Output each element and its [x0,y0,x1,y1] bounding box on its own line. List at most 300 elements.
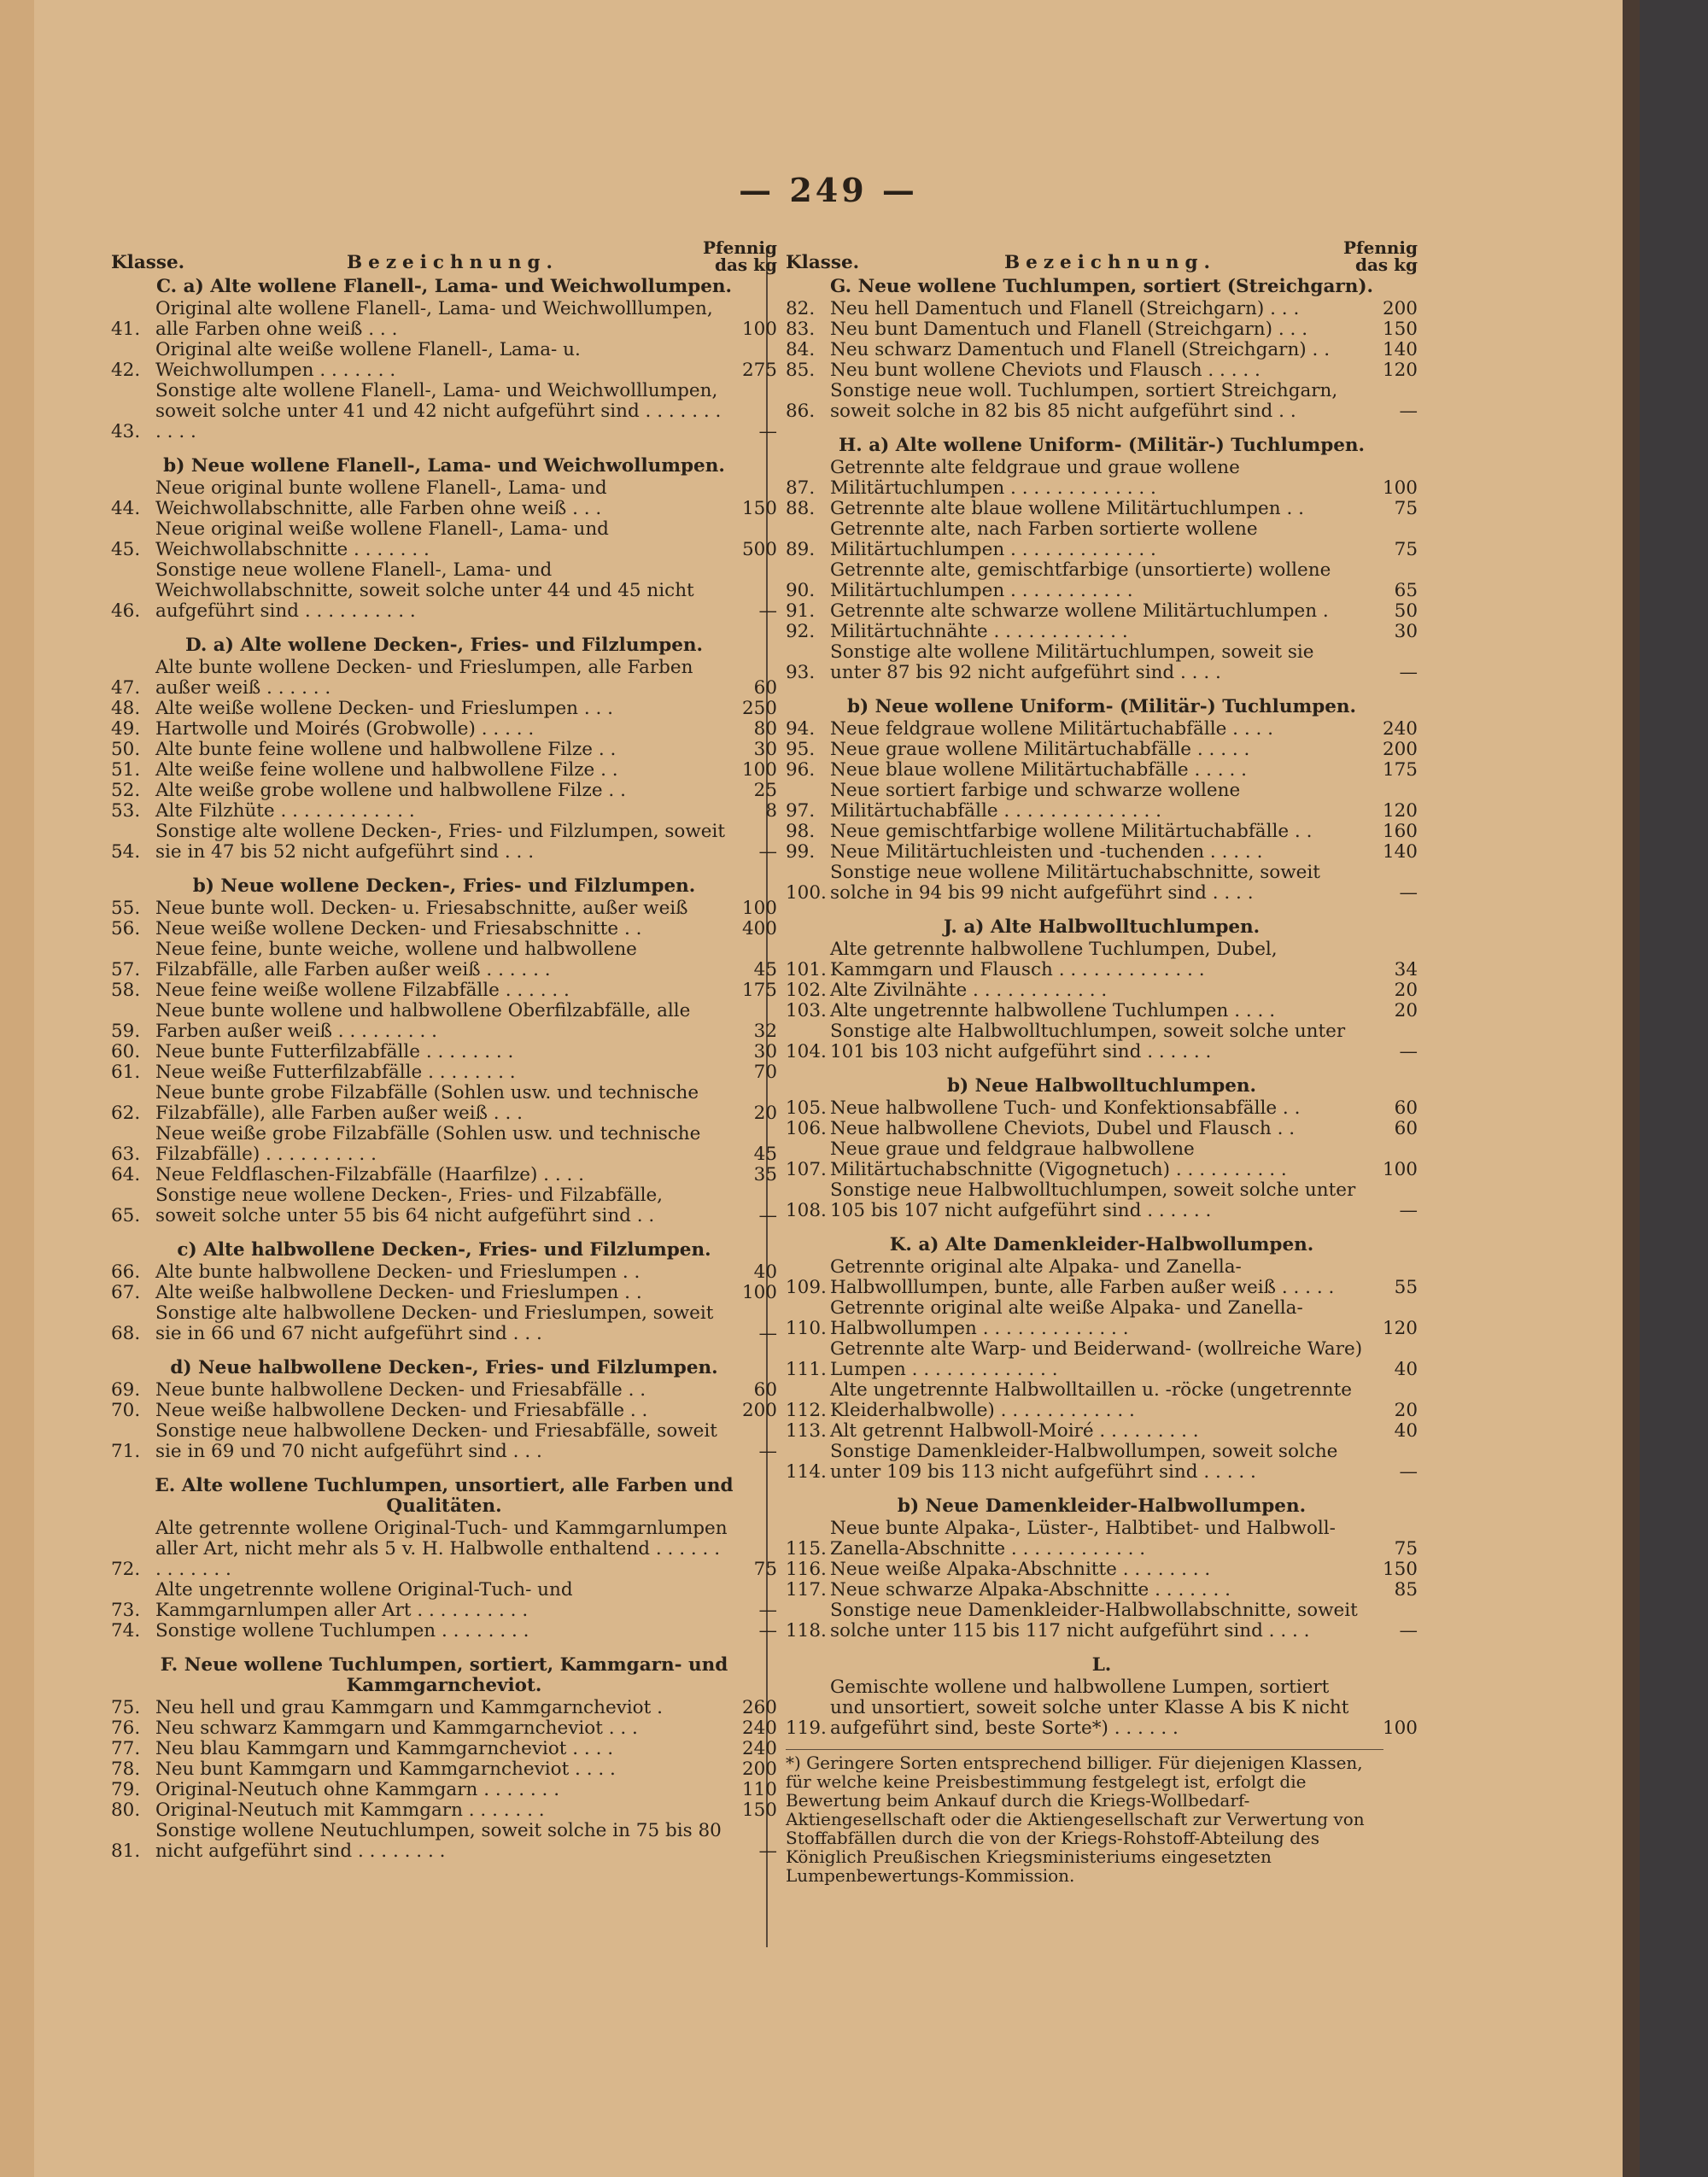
row-class-number: 69. [111,1379,141,1401]
row-description: Neue original weiße wollene Flanell-, Lama- und Weichwollabschnitte . . . . . . . [155,518,609,560]
table-row [786,499,1418,519]
table-row [786,319,1418,340]
row-class-number: 86. [786,401,816,422]
table-row [111,1621,777,1642]
row-price: 20 [753,1103,777,1124]
row-description: Sonstige alte wollene Flanell-, Lama- und Weichwolllumpen, soweit solche unter 41 und 42 nicht aufgeführt sind . . . . . . . . . . . [155,380,722,442]
row-price: 100 [1382,1159,1418,1180]
section-heading: D. a) Alte wollene Decken-, Fries- und Filzlumpen. [184,635,704,656]
table-row [111,1062,777,1083]
section-heading: E. Alte wollene Tuchlumpen, unsortiert, alle Farben und Qualitäten. [155,1475,734,1517]
row-class-number: 63. [111,1144,141,1165]
row-description: Alte getrennte wollene Original-Tuch- und Kammgarnlumpen aller Art, nicht mehr als 5 v. H. Halbwolle enthaltend . . . . . . . . . . . . . [155,1518,728,1580]
table-row [786,1442,1418,1483]
row-description: Sonstige neue woll. Tuchlumpen, sortiert Streichgarn, soweit solche in 82 bis 85 nicht aufgeführt sind . . [830,380,1338,422]
row-description: Alte weiße wollene Decken- und Frieslumpen . . . [155,698,614,719]
table-row [111,1083,777,1124]
row-price: 50 [1394,600,1418,622]
table-row [786,1001,1418,1021]
row-price: 175 [1382,759,1418,781]
row-class-number: 80. [111,1800,141,1821]
row-class-number: 58. [111,980,141,1001]
row-price: — [758,600,777,622]
row-class-number: 77. [111,1738,141,1759]
row-description: Neu schwarz Damentuch und Flanell (Streichgarn) . . [830,339,1331,360]
table-row [786,1580,1418,1601]
header-pfennig: Pfennig das kg [1342,237,1418,275]
header-bezeichnung: Bezeichnung. [1003,252,1217,273]
row-price: 75 [1394,539,1418,560]
table-row [111,822,777,863]
row-class-number: 115. [786,1538,827,1560]
row-description: Neu schwarz Kammgarn und Kammgarncheviot . . . [155,1718,638,1739]
row-description: Original-Neutuch mit Kammgarn . . . . . . . [155,1800,545,1821]
row-class-number: 100. [786,882,827,904]
row-class-number: 93. [786,662,816,683]
table-row [111,740,777,760]
row-price: 100 [1382,477,1418,499]
row-price: 20 [1394,1000,1418,1021]
row-price: 240 [1382,718,1418,740]
table-row [111,781,777,801]
table-row [111,478,777,519]
row-class-number: 95. [786,739,816,760]
row-price: 140 [1382,339,1418,360]
row-price: — [758,1205,777,1226]
section-heading: b) Neue wollene Decken-, Fries- und Filzlumpen. [192,875,696,897]
section-heading: c) Alte halbwollene Decken-, Fries- und Filzlumpen. [177,1239,711,1261]
row-class-number: 114. [786,1461,827,1483]
row-class-number: 51. [111,759,141,781]
row-class-number: 72. [111,1559,141,1580]
row-class-number: 67. [111,1282,141,1303]
row-description: Alte Zivilnähte . . . . . . . . . . . . [830,980,1108,1001]
row-price: 120 [1382,800,1418,822]
row-class-number: 118. [786,1620,827,1642]
row-description: Neue Militärtuchleisten und -tuchenden . . . . . [830,841,1263,863]
row-class-number: 45. [111,539,141,560]
section-heading: J. a) Alte Halbwolltuchlumpen. [943,916,1261,938]
row-price: — [1399,401,1418,422]
row-price: 65 [1394,580,1418,601]
row-description: Neue feine weiße wollene Filzabfälle . . . . . . [155,980,570,1001]
row-price: — [758,841,777,863]
row-description: Alte ungetrennte Halbwolltaillen u. -röcke (ungetrennte Kleiderhalbwolle) . . . . . . . . . . . . [830,1379,1353,1421]
row-class-number: 98. [786,821,816,842]
row-price: 500 [741,539,777,560]
row-price: 150 [1382,319,1418,340]
row-price: 250 [741,698,777,719]
table-row [786,642,1418,683]
page-number: — 249 — [739,171,918,209]
section-heading: K. a) Alte Damenkleider-Halbwollumpen. [889,1234,1314,1255]
row-price: 60 [1394,1097,1418,1119]
table-row [786,781,1418,822]
table-row [786,1519,1418,1560]
row-description: Sonstige neue wollene Militärtuchabschnitte, soweit solche in 94 bis 99 nicht aufgeführt sind . . . . [830,862,1320,904]
row-description: Alte ungetrennte halbwollene Tuchlumpen . . . . [830,1000,1276,1021]
table-row [786,560,1418,601]
row-class-number: 60. [111,1041,141,1062]
row-description: Neu bunt wollene Cheviots und Flausch . . . . . [830,360,1261,381]
section-heading: C. a) Alte wollene Flanell-, Lama- und Weichwollumpen. [155,276,733,297]
row-class-number: 111. [786,1359,827,1380]
table-row [111,1800,777,1821]
row-description: Sonstige alte wollene Decken-, Fries- und Filzlumpen, soweit sie in 47 bis 52 nicht aufgeführt sind . . . [155,821,725,863]
row-description: Neue feldgraue wollene Militärtuchabfälle . . . . [830,718,1274,740]
table-row [111,1262,777,1283]
row-class-number: 96. [786,759,816,781]
row-description: Neue feine, bunte weiche, wollene und halbwollene Filzabfälle, alle Farben außer weiß . . . . . . [155,939,637,980]
row-class-number: 65. [111,1205,141,1226]
row-price: — [758,1441,777,1462]
row-class-number: 76. [111,1718,141,1739]
table-row [111,1580,777,1621]
row-description: Alte bunte feine wollene und halbwollene Filze . . [155,739,617,760]
row-class-number: 43. [111,421,141,442]
footnote: *) Geringere Sorten entsprechend billiger. Für diejenigen Klassen, für welche keine Preisbestimmung festgelegt ist, erfolgt die Bewertung beim Ankauf durch die Kriegs-Wollbedarf-Aktiengesellschaft oder die Aktiengesellschaft zur Verwertung von Stoffabfällen durch die von der Kriegs-Rohstoff-Abteilung des Königlich Preußischen Kriegsministeriums eingesetzten Lumpenbewertungs-Kommission. [786,1749,1383,1885]
row-class-number: 83. [786,319,816,340]
row-class-number: 108. [786,1200,827,1221]
table-row [111,658,777,699]
table-row [786,842,1418,863]
table-row [111,919,777,939]
row-class-number: 54. [111,841,141,863]
row-class-number: 105. [786,1097,827,1119]
row-description: Getrennte alte feldgraue und graue wollene Militärtuchlumpen . . . . . . . . . . . . . [830,457,1240,499]
row-price: 75 [1394,1538,1418,1560]
section-heading: b) Neue Damenkleider-Halbwollumpen. [897,1495,1307,1517]
row-class-number: 46. [111,600,141,622]
table-row [786,1601,1418,1642]
table-row [111,1821,777,1862]
table-row [786,740,1418,760]
table-row [786,1180,1418,1221]
row-price: 120 [1382,360,1418,381]
row-class-number: 88. [786,498,816,519]
row-description: Neue halbwollene Cheviots, Dubel und Flausch . . [830,1118,1296,1139]
row-price: 35 [753,1164,777,1185]
table-row [111,801,777,822]
row-price: 400 [741,918,777,939]
row-price: 60 [753,677,777,699]
row-description: Gemischte wollene und halbwollene Lumpen, sortiert und unsortiert, soweit solche unter Klasse A bis K nicht aufgeführt sind, beste Sorte*) . . . . . . [830,1677,1349,1739]
row-price: 40 [1394,1359,1418,1380]
section-heading: b) Neue wollene Uniform- (Militär-) Tuchlumpen. [846,696,1357,717]
column-header [111,239,777,273]
row-class-number: 89. [786,539,816,560]
row-price: 40 [1394,1420,1418,1442]
row-class-number: 57. [111,959,141,980]
row-description: Alt getrennt Halbwoll-Moiré . . . . . . . . . [830,1420,1199,1442]
row-description: Sonstige neue wollene Flanell-, Lama- und Weichwollabschnitte, soweit solche unter 44 und 45 nicht aufgeführt sind . . . . . . . . . . [155,559,694,622]
row-class-number: 103. [786,1000,827,1021]
table-row [786,719,1418,740]
row-description: Neue bunte halbwollene Decken- und Friesabfälle . . [155,1379,646,1401]
table-row [111,340,777,381]
row-description: Neue weiße wollene Decken- und Friesabschnitte . . [155,918,642,939]
row-description: Sonstige neue Halbwolltuchlumpen, soweit solche unter 105 bis 107 nicht aufgeführt sind . . . . . . [830,1179,1356,1221]
table-row [111,898,777,919]
header-pfennig: Pfennig das kg [702,237,777,275]
row-price: 70 [753,1062,777,1083]
row-description: Neue graue und feldgraue halbwollene Militärtuchabschnitte (Vigognetuch) . . . . . . . . . . [830,1138,1287,1180]
row-class-number: 68. [111,1323,141,1344]
row-description: Sonstige alte wollene Militärtuchlumpen, soweit sie unter 87 bis 92 nicht aufgeführt sind . . . . [830,641,1314,683]
row-description: Sonstige neue wollene Decken-, Fries- und Filzabfälle, soweit solche unter 55 bis 64 nicht aufgeführt sind . . [155,1185,664,1226]
table-row [111,1421,777,1462]
row-description: Alte getrennte halbwollene Tuchlumpen, Dubel, Kammgarn und Flausch . . . . . . . . . . . . . [830,939,1278,980]
table-row [786,863,1418,904]
table-row [111,939,777,980]
row-price: 200 [741,1759,777,1780]
row-description: Neue schwarze Alpaka-Abschnitte . . . . . . . [830,1579,1231,1601]
section-heading: H. a) Alte wollene Uniform- (Militär-) Tuchlumpen. [838,435,1366,456]
table-row [786,519,1418,560]
table-row [111,1185,777,1226]
left-sections [111,277,777,1862]
table-row [786,1098,1418,1119]
table-row [111,1780,777,1800]
row-class-number: 85. [786,360,816,381]
row-description: Neue weiße halbwollene Decken- und Friesabfälle . . [155,1400,648,1421]
table-row [786,1560,1418,1580]
row-price: — [758,1323,777,1344]
row-price: 100 [741,319,777,340]
row-description: Neue bunte Alpaka-, Lüster-, Halbtibet- und Halbwoll-Zanella-Abschnitte . . . . . . . . . . . . [830,1518,1336,1560]
table-row [786,1139,1418,1180]
row-class-number: 55. [111,898,141,919]
row-price: — [1399,1461,1418,1483]
row-class-number: 74. [111,1620,141,1642]
section-heading: d) Neue halbwollene Decken-, Fries- und Filzlumpen. [170,1357,718,1378]
row-price: 240 [741,1718,777,1739]
row-price: 30 [1394,621,1418,642]
row-description: Sonstige wollene Tuchlumpen . . . . . . . . [155,1620,529,1642]
row-class-number: 106. [786,1118,827,1139]
row-description: Original alte wollene Flanell-, Lama- und Weichwolllumpen, alle Farben ohne weiß . . . [155,298,713,340]
table-row [111,299,777,340]
row-class-number: 41. [111,319,141,340]
row-description: Neu bunt Damentuch und Flanell (Streichgarn) . . . [830,319,1308,340]
row-class-number: 107. [786,1159,827,1180]
table-row [786,1380,1418,1421]
row-class-number: 81. [111,1841,141,1862]
table-row [111,1303,777,1344]
row-class-number: 44. [111,498,141,519]
row-description: Getrennte original alte Alpaka- und Zanella-Halbwolllumpen, bunte, alle Farben außer weiß . . . . . [830,1256,1335,1298]
row-description: Sonstige Damenkleider-Halbwollumpen, soweit solche unter 109 bis 113 nicht aufgeführt sind . . . . . [830,1441,1338,1483]
table-row [111,519,777,560]
row-class-number: 101. [786,959,827,980]
row-price: 240 [741,1738,777,1759]
row-price: 30 [753,739,777,760]
row-class-number: 73. [111,1600,141,1621]
row-price: 32 [753,1021,777,1042]
row-description: Sonstige wollene Neutuchlumpen, soweit solche in 75 bis 80 nicht aufgeführt sind . . . . . . . . [155,1820,722,1862]
row-price: 34 [1394,959,1418,980]
row-class-number: 59. [111,1021,141,1042]
row-description: Original-Neutuch ohne Kammgarn . . . . . . . [155,1779,560,1800]
section-heading: b) Neue Halbwolltuchlumpen. [946,1075,1257,1097]
row-price: — [758,421,777,442]
table-row [111,1042,777,1062]
table-row [111,1283,777,1303]
row-class-number: 62. [111,1103,141,1124]
row-price: — [758,1841,777,1862]
row-price: 110 [741,1779,777,1800]
table-row [786,1421,1418,1442]
row-price: 20 [1394,1400,1418,1421]
table-row [111,719,777,740]
row-class-number: 84. [786,339,816,360]
row-price: 60 [753,1379,777,1401]
row-price: — [1399,1620,1418,1642]
table-row [786,1677,1418,1739]
row-class-number: 90. [786,580,816,601]
section-heading: b) Neue wollene Flanell-, Lama- und Weichwollumpen. [163,455,725,477]
table-row [111,381,777,442]
row-price: 25 [753,780,777,801]
table-row [111,1519,777,1580]
row-description: Neue gemischtfarbige wollene Militärtuchabfälle . . [830,821,1313,842]
table-row [111,1759,777,1780]
row-class-number: 47. [111,677,141,699]
row-class-number: 113. [786,1420,827,1442]
table-row [786,822,1418,842]
row-description: Original alte weiße wollene Flanell-, Lama- u. Weichwollumpen . . . . . . . [155,339,581,381]
row-class-number: 97. [786,800,816,822]
row-class-number: 71. [111,1441,141,1462]
row-description: Neue original bunte wollene Flanell-, Lama- und Weichwollabschnitte, alle Farben ohne weiß . . . [155,477,607,519]
row-price: 80 [753,718,777,740]
row-description: Getrennte alte, nach Farben sortierte wollene Militärtuchlumpen . . . . . . . . . . . . . [830,518,1258,560]
row-class-number: 70. [111,1400,141,1421]
table-row [786,299,1418,319]
table-row [786,381,1418,422]
table-row [786,340,1418,360]
row-price: 40 [753,1261,777,1283]
row-class-number: 92. [786,621,816,642]
row-class-number: 110. [786,1318,827,1339]
row-description: Sonstige neue halbwollene Decken- und Friesabfälle, soweit sie in 69 und 70 nicht aufgeführt sind . . . [155,1420,717,1462]
row-description: Neue sortiert farbige und schwarze wollene Militärtuchabfälle . . . . . . . . . . . . . . [830,780,1241,822]
row-price: — [758,1600,777,1621]
table-row [111,1739,777,1759]
row-class-number: 94. [786,718,816,740]
row-class-number: 102. [786,980,827,1001]
table-row [111,699,777,719]
table-row [786,360,1418,381]
table-row [111,1718,777,1739]
row-price: 200 [1382,739,1418,760]
row-description: Alte weiße grobe wollene und halbwollene Filze . . [155,780,626,801]
row-description: Getrennte original alte weiße Alpaka- und Zanella-Halbwollumpen . . . . . . . . . . . . . [830,1297,1303,1339]
table-row [111,1401,777,1421]
row-class-number: 78. [111,1759,141,1780]
book-spine [1640,0,1708,2177]
row-price: 150 [741,498,777,519]
row-description: Militärtuchnähte . . . . . . . . . . . . [830,621,1128,642]
row-description: Alte bunte wollene Decken- und Frieslumpen, alle Farben außer weiß . . . . . . [155,657,693,699]
row-price: — [1399,1041,1418,1062]
row-class-number: 119. [786,1718,827,1739]
row-price: 200 [1382,298,1418,319]
previous-page-edge [0,0,37,2177]
table-row [111,980,777,1001]
table-row [786,458,1418,499]
row-price: 85 [1394,1579,1418,1601]
row-price: 160 [1382,821,1418,842]
row-price: 20 [1394,980,1418,1001]
row-class-number: 42. [111,360,141,381]
row-price: 100 [741,898,777,919]
row-price: 100 [741,1282,777,1303]
table-row [786,601,1418,622]
table-row [111,1165,777,1185]
row-class-number: 61. [111,1062,141,1083]
header-bezeichnung: Bezeichnung. [346,252,559,273]
footnote-area [786,1749,1418,1885]
row-description: Sonstige alte halbwollene Decken- und Frieslumpen, soweit sie in 66 und 67 nicht aufgeführt sind . . . [155,1302,714,1344]
row-description: Alte ungetrennte wollene Original-Tuch- und Kammgarnlumpen aller Art . . . . . . . . . . [155,1579,573,1621]
table-row [111,1698,777,1718]
row-class-number: 48. [111,698,141,719]
header-klasse: Klasse. [786,252,860,273]
row-price: 150 [741,1800,777,1821]
row-class-number: 56. [111,918,141,939]
row-price: — [1399,662,1418,683]
row-class-number: 104. [786,1041,827,1062]
row-class-number: 117. [786,1579,827,1601]
row-price: — [758,1620,777,1642]
row-price: — [1399,1200,1418,1221]
row-description: Neu hell Damentuch und Flanell (Streichgarn) . . . [830,298,1300,319]
row-description: Getrennte alte schwarze wollene Militärtuchlumpen . [830,600,1329,622]
table-row [786,1257,1418,1298]
row-description: Neue Feldflaschen-Filzabfälle (Haarfilze) . . . . [155,1164,585,1185]
section-heading: G. Neue wollene Tuchlumpen, sortiert (Streichgarn). [830,276,1373,297]
row-description: Neue blaue wollene Militärtuchabfälle . . . . . [830,759,1247,781]
row-price: 100 [741,759,777,781]
row-price: — [1399,882,1418,904]
document-page [34,0,1623,2177]
row-class-number: 91. [786,600,816,622]
row-description: Neue bunte Futterfilzabfälle . . . . . . . . [155,1041,514,1062]
row-description: Alte Filzhüte . . . . . . . . . . . . [155,800,415,822]
row-class-number: 87. [786,477,816,499]
row-description: Hartwolle und Moirés (Grobwolle) . . . . . [155,718,535,740]
row-description: Getrennte alte blaue wollene Militärtuchlumpen . . [830,498,1304,519]
row-price: 75 [1394,498,1418,519]
row-class-number: 53. [111,800,141,822]
section-heading: L. [1091,1654,1112,1676]
row-description: Neue bunte grobe Filzabfälle (Sohlen usw. und technische Filzabfälle), alle Farben außer weiß . . . [155,1082,699,1124]
row-price: 45 [753,1144,777,1165]
table-row [111,1124,777,1165]
table-row [786,622,1418,642]
row-description: Neue weiße grobe Filzabfälle (Sohlen usw. und technische Filzabfälle) . . . . . . . . . . [155,1123,701,1165]
row-price: 60 [1394,1118,1418,1139]
row-price: 150 [1382,1559,1418,1580]
table-row [786,939,1418,980]
row-class-number: 82. [786,298,816,319]
row-class-number: 116. [786,1559,827,1580]
row-class-number: 66. [111,1261,141,1283]
row-price: 100 [1382,1718,1418,1739]
row-description: Neue bunte wollene und halbwollene Oberfilzabfälle, alle Farben außer weiß . . . . . . . . . [155,1000,691,1042]
row-class-number: 99. [786,841,816,863]
